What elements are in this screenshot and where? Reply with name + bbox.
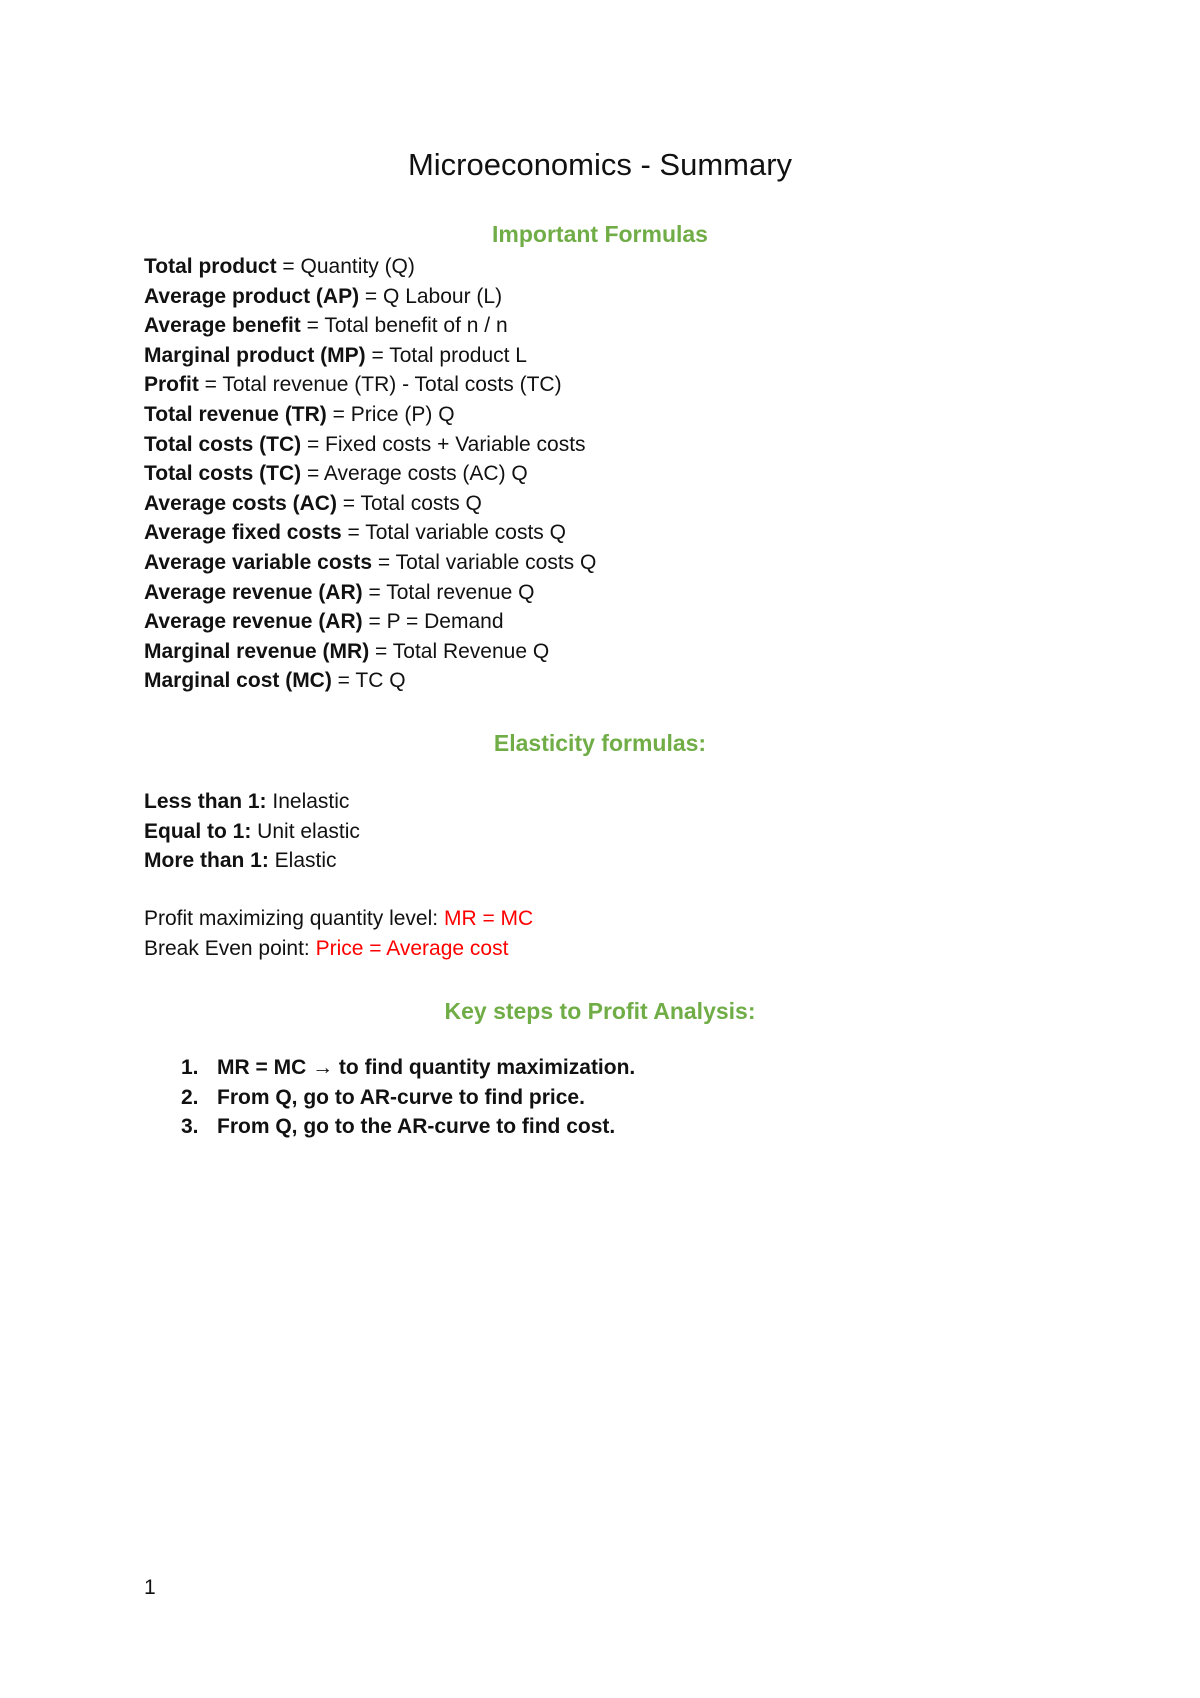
formulas-heading: Important Formulas bbox=[492, 221, 708, 247]
key-point-break-even: Break Even point: Price = Average cost bbox=[144, 936, 509, 960]
key-point-profit-max: Profit maximizing quantity level: MR = MC bbox=[144, 907, 534, 930]
formula-item: Profit = Total revenue (TR) - Total costs (TC) bbox=[144, 373, 562, 397]
key-points-list bbox=[144, 904, 533, 963]
profit-steps-list bbox=[181, 1053, 635, 1142]
formula-item: Total costs (TC) = Fixed costs + Variable costs bbox=[144, 432, 586, 456]
formula-list bbox=[144, 252, 596, 696]
page-number: 1 bbox=[144, 1576, 156, 1599]
formula-item: Marginal cost (MC) = TC Q bbox=[144, 669, 406, 693]
formula-item: Average variable costs = Total variable costs Q bbox=[144, 550, 597, 574]
elasticity-heading: Elasticity formulas: bbox=[493, 730, 707, 756]
elasticity-item: Equal to 1: Unit elastic bbox=[144, 819, 360, 843]
elasticity-item: More than 1: Elastic bbox=[144, 849, 337, 873]
formula-item: Average fixed costs = Total variable costs Q bbox=[144, 521, 566, 545]
formula-item: Total costs (TC) = Average costs (AC) Q bbox=[144, 462, 528, 486]
formula-item: Total product = Quantity (Q) bbox=[144, 255, 415, 278]
formula-item: Marginal revenue (MR) = Total Revenue Q bbox=[144, 639, 550, 663]
list-item: 3. From Q, go to the AR-curve to find cost. bbox=[181, 1115, 616, 1139]
formula-item: Marginal product (MP) = Total product L bbox=[144, 343, 527, 367]
elasticity-item: Less than 1: Inelastic bbox=[144, 790, 350, 813]
formula-item: Average revenue (AR) = P = Demand bbox=[144, 610, 504, 634]
list-item: 1. MR = MC → to find quantity maximization. bbox=[181, 1056, 636, 1079]
formula-item: Total revenue (TR) = Price (P) Q bbox=[144, 402, 455, 426]
formula-item: Average product (AP) = Q Labour (L) bbox=[144, 284, 503, 308]
profit-analysis-heading: Key steps to Profit Analysis: bbox=[444, 998, 756, 1024]
formula-item: Average revenue (AR) = Total revenue Q bbox=[144, 580, 535, 604]
elasticity-list bbox=[144, 787, 360, 876]
formula-item: Average costs (AC) = Total costs Q bbox=[144, 491, 482, 515]
list-item: 2. From Q, go to AR-curve to find price. bbox=[181, 1085, 585, 1109]
page-title: Microeconomics - Summary bbox=[407, 147, 793, 182]
formula-item: Average benefit = Total benefit of n / n bbox=[144, 314, 508, 338]
